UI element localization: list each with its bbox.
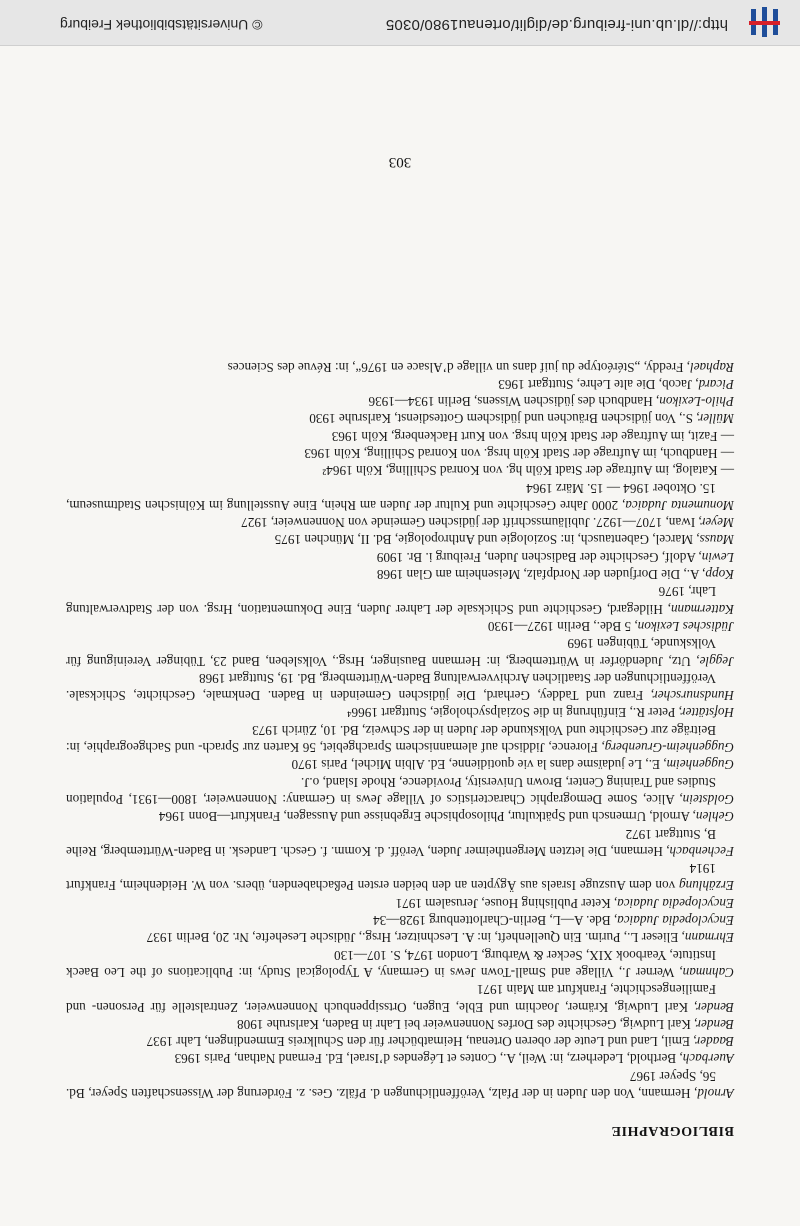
bibliography-entry — [66, 479, 734, 514]
bibliography-entry — [66, 1067, 734, 1102]
entry-author: Cahnman, — [679, 964, 734, 980]
university-logo-icon — [746, 5, 782, 39]
entry-text: Utz, Judendörfer in Württemberg, in: Hermann Bausinger, Hrsg., Volksleben, Band 23, Tübinger Vereinigung für Volkskunde, Tübingen 1969 — [66, 636, 716, 669]
bibliography-entry — [66, 670, 734, 705]
entry-author: Mauss, — [696, 532, 734, 548]
entry-text: von dem Auszuge Israels aus Ägypten an den beiden ersten Peßachabenden, übers. von W. Heidenheim, Frankfurt 1914 — [66, 861, 716, 894]
entry-author: Monumenta Judaica, — [622, 497, 734, 513]
entry-author: Erzählung — [679, 878, 734, 894]
entry-text: 2000 Jahre Geschichte und Kultur der Juden am Rhein, Eine Ausstellung im Kölnischen Stadtmuseum, 15. Oktober 1964 — 15. März 1964 — [66, 480, 716, 513]
bibliography-entry — [66, 912, 734, 929]
bibliography-entry — [66, 462, 734, 479]
copyright-notice: © Universitätsbibliothek Freiburg — [60, 17, 263, 33]
entry-author: Encyclopedia Judaica, — [613, 895, 734, 911]
entry-author: Bender, — [694, 1016, 734, 1032]
entry-author: Goldstein, — [679, 791, 734, 807]
entry-text: Emil, Land und Leute der oberen Ortenau, Heimatbücher für den Schulkreis Emmendingen, Lahr 1937 — [146, 1034, 694, 1050]
entry-author: Encyclopedia Judaica, — [613, 913, 734, 929]
entry-text: Hildegard, Geschichte und Schicksale der Lahrer Juden, Eine Dokumentation, Hrsg. von der Stadtverwaltung Lahr, 1976 — [66, 584, 716, 617]
bibliography-entry — [66, 583, 734, 618]
entry-text: Iwan, 1707—1927. Jubiläumsschrift der jüdischen Gemeinde von Nonnenweier, 1927 — [241, 515, 699, 531]
entry-author: Fechenbach, — [666, 843, 734, 859]
entry-author: Gehlen, — [692, 809, 734, 825]
entry-author: Bender, — [694, 999, 734, 1015]
entry-text: Adolf, Geschichte der Badischen Juden, Freiburg i. Br. 1909 — [376, 549, 699, 565]
entry-text: Freddy, „Stéréotype du juif dans un village d’Alsace en 1976“, in: Révue des Sciences — [227, 359, 687, 375]
entry-text: Marcel, Gabentausch, in: Soziologie und Anthropologie, Bd. II, München 1975 — [274, 532, 697, 548]
entry-text: Hermann, Die letzten Mergentheimer Juden, Veröff. d. Komm. f. Gesch. Landesk. in Baden-Württemberg, Reihe B, Stuttgart 1972 — [66, 826, 716, 859]
entry-author: Hundsnurscher, — [650, 688, 734, 704]
entry-text: 5 Bde., Berlin 1927—1930 — [487, 618, 635, 634]
page-number: 303 — [388, 154, 412, 170]
entry-text: Karl Ludwig, Krämer, Joachim und Eble, Eugen, Ortssippenbuch Nonnenweier, Zentralstelle für Personen- und Familiengeschichte, Frankfurt am Main 1971 — [66, 982, 716, 1015]
bibliography-entry — [66, 773, 734, 808]
bibliography-entry — [66, 929, 734, 946]
entry-author: Philo-Lexikon, — [655, 394, 734, 410]
bibliography-entry — [66, 1016, 734, 1033]
bibliography-entry — [66, 981, 734, 1016]
entry-text: Werner J., Village and Small-Town Jews in Germany, A Typological Study, in: Publications of the Leo Baeck Institute, Yearbook XIX, Secker & Warburg, London 1974, S. 107—130 — [66, 947, 716, 980]
entry-author: Kopp, — [702, 567, 734, 583]
entry-author: Jeggle, — [696, 653, 734, 669]
entry-author: Lewin, — [698, 549, 734, 565]
bibliography-entry — [66, 376, 734, 393]
entry-author: Kattermann, — [667, 601, 734, 617]
entry-text: Florence, Jiddisch auf alemannischem Sprachgebiet, 56 Karten zur Sprach- und Sachgeographie, in: Beiträge zur Geschichte und Volkskunde der Juden in der Schweiz, Bd. 10, Zürich 1973 — [66, 722, 716, 756]
bibliography-entry — [66, 704, 734, 721]
entry-text: S., Von jüdischen Bräuchen und jüdischem Gottesdienst, Karlsruhe 1930 — [309, 411, 697, 427]
entry-text: — Handbuch, im Auftrage der Stadt Köln hrsg. von Konrad Schilling, Köln 1963 — [304, 446, 734, 462]
entry-text: Hermann, Von den Juden in der Pfalz, Veröffentlichungen d. Pfälz. Ges. z. Förderung der Wissenschaften Speyer, Bd. 56, Speyer 1967 — [66, 1068, 716, 1101]
bibliography-entry — [66, 635, 734, 670]
bibliography-entry — [66, 1033, 734, 1050]
entry-author: Meyer, — [698, 515, 734, 531]
bibliography-entry — [66, 894, 734, 911]
bibliography-entry — [66, 808, 734, 825]
entry-author: Raphael, — [686, 359, 734, 375]
entry-author: Guggenheim, — [663, 757, 734, 773]
entry-text: Franz und Taddey, Gerhard, Die jüdischen Gemeinden in Baden. Denkmale, Geschichte, Schicksale. Veröffentlichungen der Staatlichen Archivverwaltung Baden-Württemberg, Bd. 19, Stuttgart 1968 — [66, 670, 716, 704]
bibliography-entry — [66, 531, 734, 548]
bibliography-entry — [66, 549, 734, 566]
entry-text: Bde. A—L, Berlin-Charlottenburg 1928—34 — [373, 913, 614, 929]
entry-text: Peter R., Einführung in die Sozialpsychologie, Stuttgart 1966⁴ — [346, 705, 679, 721]
entry-text: Elieser L., Purim. Ein Quellenheft, in: A. Leschnitzer, Hrsg., Jüdische Lesehefte, Nr. 20, Berlin 1937 — [146, 930, 682, 946]
footer-bar — [0, 0, 800, 46]
entry-author: Guggenheim-Gruenberg, — [601, 740, 734, 756]
bibliography-entry — [66, 946, 734, 981]
bibliography-entry — [66, 514, 734, 531]
entry-text: Karl Ludwig, Geschichte des Dorfes Nonnenweier bei Lahr in Baden, Karlsruhe 1908 — [237, 1016, 695, 1032]
entry-author: Jüdisches Lexikon, — [634, 618, 734, 634]
entry-text: E., Le judaïsme dans la vie quotidienne, Ed. Albin Michel, Paris 1970 — [291, 757, 664, 773]
entry-author: Ehrmann, — [681, 930, 734, 946]
bibliography-entry — [66, 410, 734, 427]
page-heading: BIBLIOGRAPHIE — [611, 1123, 734, 1138]
bibliography-entry — [66, 1050, 734, 1067]
entry-text: — Fazit, im Auftrage der Stadt Köln hrsg. von Kurt Hackenberg, Köln 1963 — [331, 428, 734, 444]
entry-author: Auerbach, — [679, 1051, 734, 1067]
entry-text: Jacob, Die alte Lehre, Stuttgart 1963 — [498, 376, 696, 392]
bibliography-list — [66, 358, 734, 1102]
bibliography-entry — [66, 393, 734, 410]
bibliography-entry — [66, 427, 734, 444]
document-page — [0, 46, 800, 1226]
bibliography-entry — [66, 721, 734, 756]
bibliography-entry — [66, 566, 734, 583]
bibliography-entry — [66, 358, 734, 375]
entry-text: Alice, Some Demographic Characteristics of Village Jews in Germany: Nonnenweier, 1800—1931, Population Studies and Training Center, Brown University, Providence, Rhode Island, o.J. — [66, 774, 716, 807]
bibliography-entry — [66, 756, 734, 773]
entry-text: Arnold, Urmensch und Spätkultur, Philosophische Ergebnisse und Aussagen, Frankfurt—Bonn 1964 — [158, 809, 693, 825]
entry-author: Müller, — [696, 411, 734, 427]
document-url-link[interactable]: http://dl.ub.uni-freiburg.de/diglit/ortenau1980/0305 — [385, 16, 728, 33]
entry-text: Handbuch des jüdischen Wissens, Berlin 1934—1936 — [368, 394, 656, 410]
bibliography-entry — [66, 618, 734, 635]
entry-text: Keter Publishing House, Jerusalem 1971 — [395, 895, 614, 911]
entry-text: A., Die Dorfjuden der Nordpfalz, Meisenheim am Glan 1968 — [376, 567, 703, 583]
entry-author: Picard, — [695, 376, 734, 392]
bibliography-entry — [66, 825, 734, 860]
entry-text: — Katalog, im Auftrage der Stadt Köln hg. von Konrad Schilling, Köln 1964² — [322, 463, 734, 479]
entry-author: Hofstätter, — [678, 705, 734, 721]
entry-text: Berthold, Lederherz, in: Weil, A., Contes et Légendes d’Israel, Ed. Fernand Nathan, Paris 1963 — [174, 1051, 680, 1067]
bibliography-entry — [66, 445, 734, 462]
bibliography-entry — [66, 860, 734, 895]
entry-author: Arnold, — [694, 1086, 734, 1101]
entry-author: Baader, — [693, 1034, 734, 1050]
